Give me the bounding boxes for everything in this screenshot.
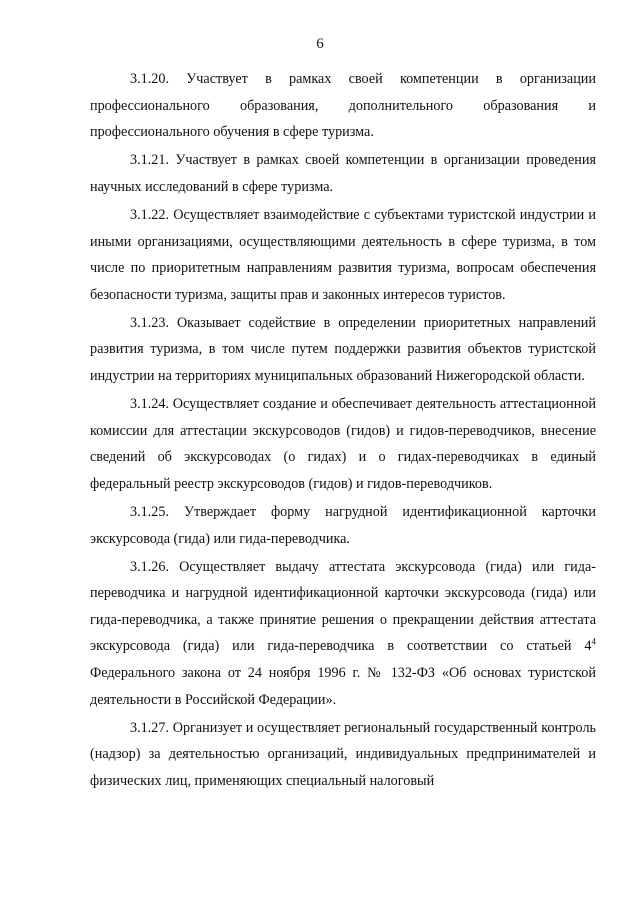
article-superscript: 4 <box>591 636 596 647</box>
paragraph-3-1-26 <box>90 554 596 714</box>
paragraph-3-1-23: 3.1.23. Оказывает содействие в определении приоритетных направлений развития туризма, в том числе путем поддержки развития объектов туристской индустрии на территориях муниципальных образований Нижегородской области. <box>90 314 596 385</box>
paragraph-3-1-21: 3.1.21. Участвует в рамках своей компетенции в организации проведения научных исследований в сфере туризма. <box>90 152 596 195</box>
paragraph-3-1-20: 3.1.20. Участвует в рамках своей компетенции в организации профессионального образования, дополнительного образования и профессионального обучения в сфере туризма. <box>90 71 596 141</box>
paragraph-3-1-27: 3.1.27. Организует и осуществляет региональный государственный контроль (надзор) за деятельностью организаций, индивидуальных предпринимателей и физических лиц, применяющих специальный налоговый <box>90 719 596 789</box>
paragraph-3-1-26-text-cont: Федерального закона от 24 ноября 1996 г. № 132-ФЗ «Об основах туристской деятельности в Российской Федерации». <box>90 665 596 708</box>
paragraph-3-1-26-text: 3.1.26. Осуществляет выдачу аттестата экскурсовода (гида) или гида-переводчика и нагрудной идентификационной карточки экскурсовода (гида) или гида-переводчика, а также принятие решения о прекращении действия аттестата экскурсовода (гида) или гида-переводчика в соответствии со статьей 4 <box>90 558 596 655</box>
page-number: 6 <box>316 36 324 52</box>
paragraph-3-1-25: 3.1.25. Утверждает форму нагрудной идентификационной карточки экскурсовода (гида) или гида-переводчика. <box>90 504 596 547</box>
document-body <box>90 66 596 796</box>
paragraph-3-1-24: 3.1.24. Осуществляет создание и обеспечивает деятельность аттестационной комиссии для аттестации экскурсоводов (гидов) и гидов-переводчиков, внесение сведений об экскурсоводах (о гидах) и о гидах-переводчиках в единый федеральный реестр экскурсоводов (гидов) и гидов-переводчиков. <box>90 396 596 492</box>
paragraph-3-1-22: 3.1.22. Осуществляет взаимодействие с субъектами туристской индустрии и иными организациями, осуществляющими деятельность в сфере туризма, в том числе по приоритетным направлениям развития туризма, вопросам обеспечения безопасности туризма, защиты прав и законных интересов туристов. <box>90 206 596 303</box>
